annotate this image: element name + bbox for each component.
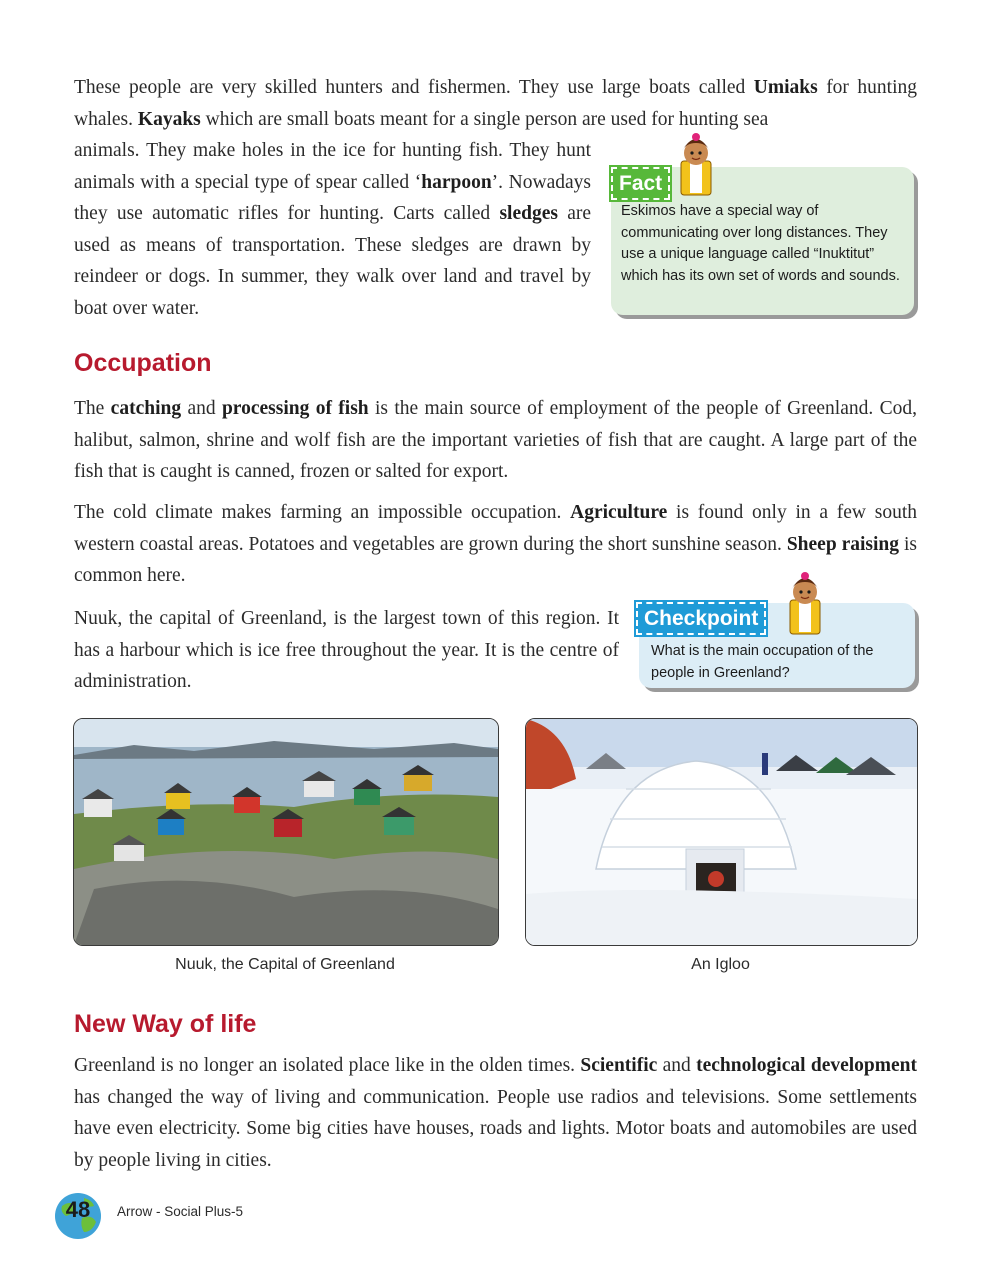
igloo-caption: An Igloo bbox=[691, 956, 750, 973]
occupation-heading: Occupation bbox=[74, 349, 212, 377]
term-umiaks: Umiaks bbox=[753, 77, 818, 98]
nuuk-caption: Nuuk, the Capital of Greenland bbox=[175, 956, 395, 973]
intro-paragraph-narrow: animals. They make holes in the ice for hunting fish. They hunt animals with a special type of spear called ‘harpoon’. Nowadays they use automatic rifles for hunting. Carts called sledges are used as means of transportation. These sledges are drawn by reindeer or dogs. In summer, they walk over land and travel by boat over water. bbox=[74, 140, 591, 319]
igloo-photo bbox=[525, 718, 918, 946]
girl-mascot-icon bbox=[785, 572, 825, 636]
checkpoint-question: What is the main occupation of the people in Greenland? bbox=[651, 643, 874, 681]
intro-paragraph-top: These people are very skilled hunters and fishermen. They use large boats called Umiaks for hunting whales. Kayaks which are small boats meant for a single person are used for hunting sea bbox=[74, 77, 917, 130]
fact-label: Fact bbox=[611, 167, 670, 200]
book-title: Arrow - Social Plus-5 bbox=[117, 1204, 244, 1219]
fact-text: Eskimos have a special way of communicating over long distances. They use a unique language called “Inuktitut” which has its own set of words and sounds. bbox=[621, 203, 900, 284]
term-sledges: sledges bbox=[499, 203, 558, 224]
occupation-paragraph-1: The catching and processing of fish is the main source of employment of the people of Greenland. Cod, halibut, salmon, shrine and wolf fish are the important varieties of fish that are caught. A large part of the fish that is caught is canned, frozen or salted for export. bbox=[74, 398, 917, 482]
checkpoint-label: Checkpoint bbox=[636, 602, 766, 635]
occupation-paragraph-2: The cold climate makes farming an impossible occupation. Agriculture is found only in a few south western coastal areas. Potatoes and vegetables are grown during the short sunshine season. Sheep raising is common here. bbox=[74, 502, 918, 586]
occupation-paragraph-3: Nuuk, the capital of Greenland, is the largest town of this region. It has a harbour which is ice free throughout the year. It is the centre of administration. bbox=[74, 608, 619, 692]
nuuk-photo bbox=[73, 718, 499, 946]
term-kayaks: Kayaks bbox=[137, 108, 201, 130]
page-number: 48 bbox=[65, 1197, 91, 1222]
new-way-heading: New Way of life bbox=[74, 1010, 257, 1038]
new-way-paragraph: Greenland is no longer an isolated place like in the olden times. Scientific and technological development has changed the way of living and communication. People use radios and televisions. Some settlements have even electricity. Some big cities have houses, roads and lights. Motor boats and automobiles are used by people living in cities. bbox=[74, 1055, 917, 1171]
term-harpoon: harpoon bbox=[421, 171, 492, 193]
girl-mascot-icon bbox=[676, 133, 716, 197]
